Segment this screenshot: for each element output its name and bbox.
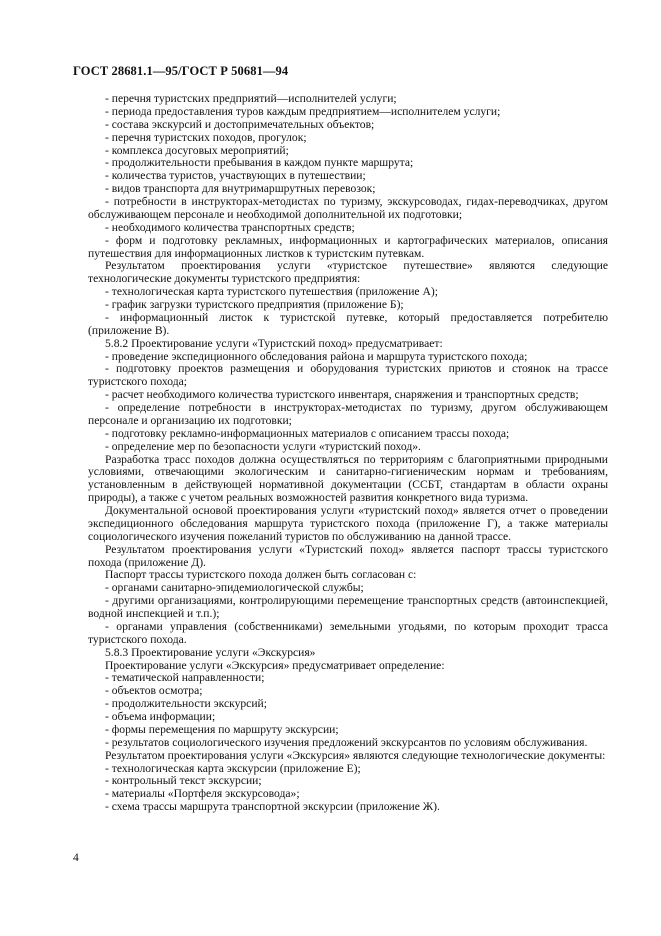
- list-item: - материалы «Портфеля экскурсовода»;: [105, 787, 300, 801]
- list-item: - определение мер по безопасности услуги «туристский поход».: [105, 439, 421, 453]
- list-item: - другими организациями, контролирующими перемещение транспортных средств (автоинспекцией, водной инспекцией и т.п.);: [88, 594, 608, 620]
- list-item: - перечня туристских предприятий—исполнителей услуги;: [105, 92, 397, 105]
- list-item: - продолжительности пребывания в каждом пункте маршрута;: [105, 156, 414, 170]
- list-item: - результатов социологического изучения предложений экскурсантов по условиям обслуживания.: [105, 735, 588, 749]
- list-item: - необходимого количества транспортных средств;: [105, 220, 355, 234]
- list-item: - технологическая карта туристского путешествия (приложение А);: [105, 285, 438, 299]
- paragraph: Результатом проектирования услуги «Туристский поход» является паспорт трассы туристского похода (приложение Д).: [88, 542, 608, 569]
- list-item: - потребности в инструкторах-методистах по туризму, экскурсоводах, гидах-переводчиках, другом обслуживающем персонале и необходимой дополнительной их подготовки;: [88, 195, 608, 221]
- list-item: - технологическая карта экскурсии (приложение Е);: [105, 761, 361, 775]
- list-item: - подготовку рекламно-информационных материалов с описанием трассы похода;: [105, 426, 510, 440]
- list-item: - подготовку проектов размещения и оборудования туристских приютов и стоянок на трассе туристского похода;: [88, 362, 608, 389]
- paragraph: Разработка трасс походов должна осуществляться по территориям с благоприятными природными условиями, отвечающими экологическим и санитарно-гигиеническим нормам и требованиям, установленным в действующей нормативной документации (ССБТ, стандартам в области охраны природы), а также с учетом реальных возможностей развития конкретного вида туризма.: [88, 452, 608, 505]
- list-item: - контрольный текст экскурсии;: [105, 774, 262, 788]
- list-item: - форм и подготовку рекламных, информационных и картографических материалов, описания путешествия для информационных листков к туристским путевкам.: [88, 233, 608, 260]
- document-header: ГОСТ 28681.1—95/ГОСТ Р 50681—94: [73, 64, 289, 78]
- list-item: - перечня туристских походов, прогулок;: [105, 130, 307, 144]
- paragraph: Документальной основой проектирования услуги «туристский поход» является отчет о проведении экспедиционного обследования маршрута туристского похода (приложение Г), а также материалы социологического изучения пожеланий туристов по обслуживанию на данной трассе.: [88, 504, 608, 543]
- list-item: - формы перемещения по маршруту экскурсии;: [105, 722, 339, 736]
- page-number: 4: [73, 851, 79, 864]
- list-item: - комплекса досуговых мероприятий;: [105, 143, 289, 157]
- paragraph: Паспорт трассы туристского похода должен быть согласован с:: [105, 568, 417, 582]
- list-item: - периода предоставления туров каждым предприятием—исполнителем услуги;: [105, 104, 501, 118]
- list-item: - объема информации;: [105, 710, 216, 723]
- list-item: - расчет необходимого количества туристского инвентаря, снаряжения и транспортных средств;: [105, 388, 579, 402]
- list-item: - количества туристов, участвующих в путешествии;: [105, 169, 366, 183]
- list-item: - органами санитарно-эпидемиологической службы;: [105, 581, 364, 595]
- list-item: - проведение экспедиционного обследования района и маршрута туристского похода;: [105, 349, 528, 363]
- list-item: - состава экскурсий и достопримечательных объектов;: [105, 117, 375, 131]
- list-item: - видов транспорта для внутримаршрутных перевозок;: [105, 182, 376, 196]
- list-item: - органами управления (собственниками) земельными угодьями, по которым проходит трасса туристского похода.: [88, 619, 608, 646]
- paragraph: Проектирование услуги «Экскурсия» предусматривает определение:: [105, 658, 445, 672]
- paragraph: 5.8.2 Проектирование услуги «Туристский поход» предусматривает:: [105, 336, 443, 350]
- list-item: - схема трассы маршрута транспортной экскурсии (приложение Ж).: [105, 800, 440, 814]
- list-item: - объектов осмотра;: [105, 684, 203, 698]
- list-item: - определение потребности в инструкторах-методистах по туризму, другом обслуживающем персонале и организацию их подготовки;: [88, 401, 608, 427]
- paragraph: Результатом проектирования услуги «Экскурсия» являются следующие технологические документы:: [105, 748, 606, 762]
- list-item: - тематической направленности;: [105, 671, 265, 685]
- list-item: - информационный листок к туристской путевке, который предоставляется потребителю (приложение В).: [88, 310, 608, 337]
- list-item: - график загрузки туристского предприятия (приложение Б);: [105, 298, 404, 311]
- paragraph: Результатом проектирования услуги «туристское путешествие» являются следующие технологические документы туристского предприятия:: [88, 259, 608, 286]
- paragraph: 5.8.3 Проектирование услуги «Экскурсия»: [105, 645, 316, 659]
- document-body: [88, 93, 608, 814]
- list-item: - продолжительности экскурсий;: [105, 697, 267, 711]
